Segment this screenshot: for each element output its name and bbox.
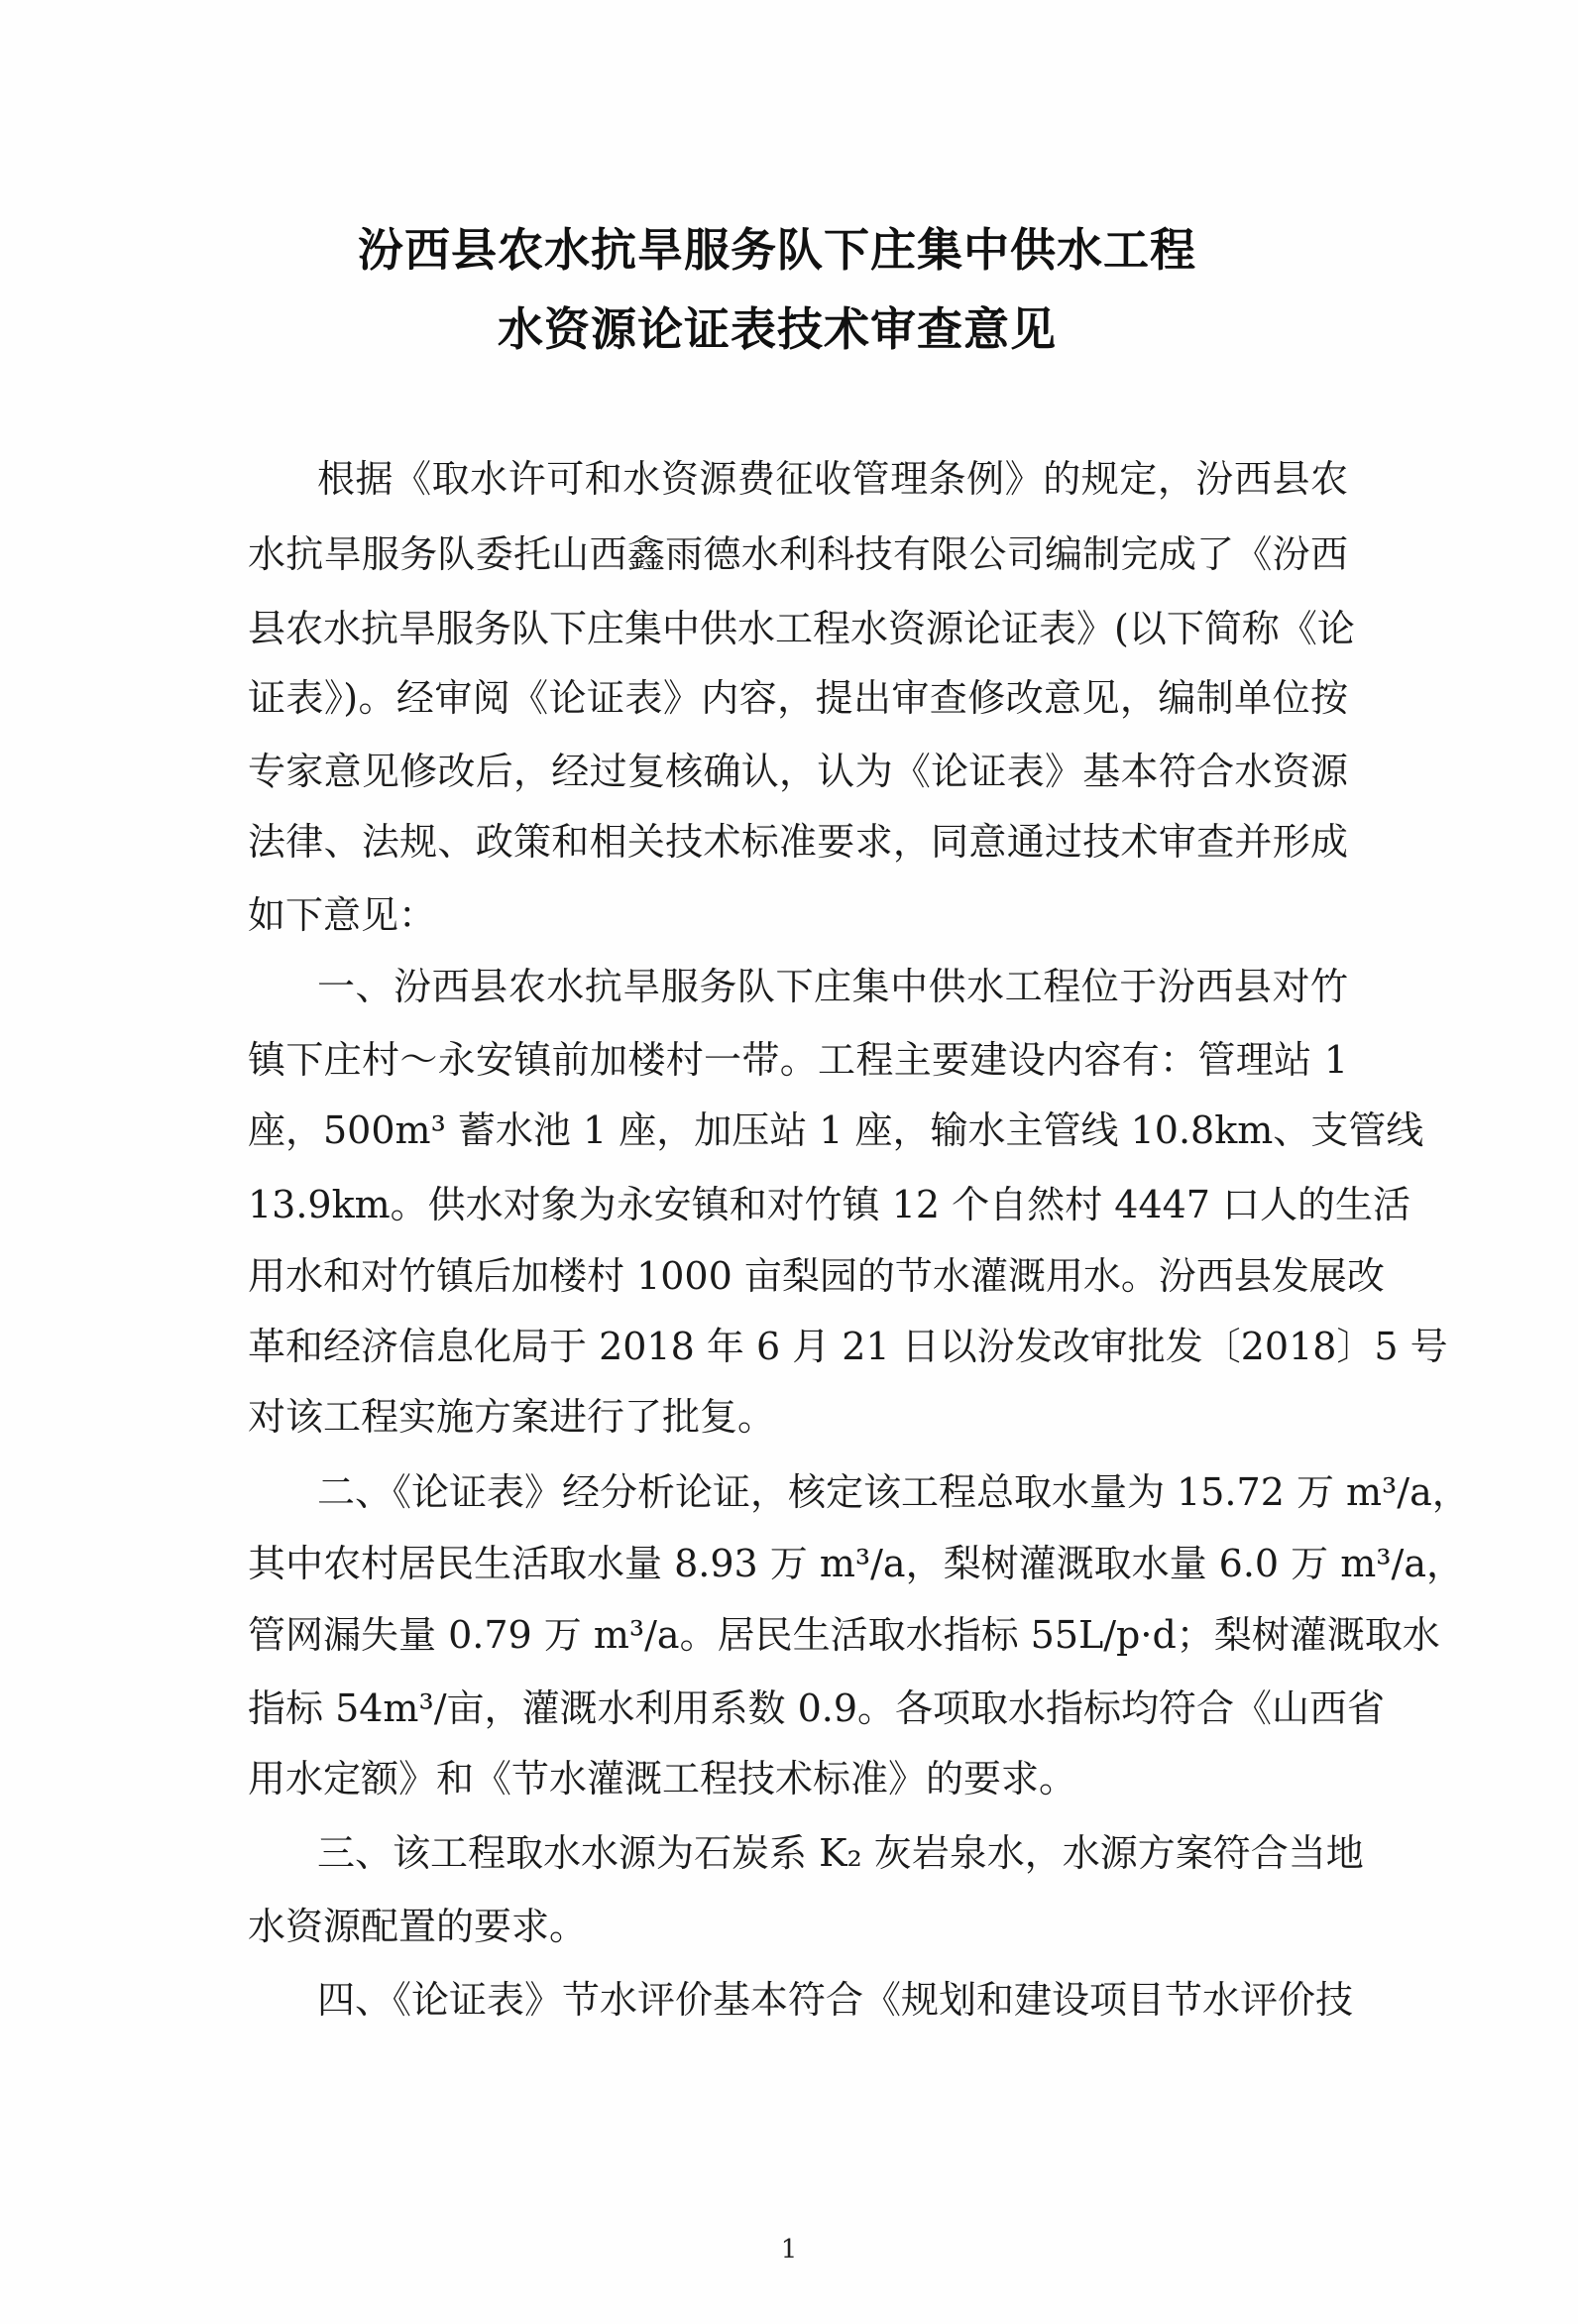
body-line: 三、该工程取水水源为石炭系 K₂ 灰岩泉水，水源方案符合当地 — [317, 1831, 1364, 1875]
body-line: 县农水抗旱服务队下庄集中供水工程水资源论证表》(以下简称《论 — [248, 607, 1355, 650]
body-line: 根据《取水许可和水资源费征收管理条例》的规定，汾西县农 — [317, 457, 1348, 501]
body-line: 对该工程实施方案进行了批复。 — [248, 1395, 776, 1439]
body-line: 水抗旱服务队委托山西鑫雨德水利科技有限公司编制完成了《汾西 — [248, 532, 1348, 576]
body-line: 其中农村居民生活取水量 8.93 万 m³/a，梨树灌溉取水量 6.0 万 m³/a， — [248, 1542, 1464, 1585]
body-line: 如下意见： — [248, 893, 437, 937]
body-line: 座，500m³ 蓄水池 1 座，加压站 1 座，输水主管线 10.8km、支管线 — [248, 1108, 1424, 1152]
body-line: 证表》)。经审阅《论证表》内容，提出审查修改意见，编制单位按 — [248, 676, 1348, 720]
body-line: 13.9km。供水对象为永安镇和对竹镇 12 个自然村 4447 口人的生活 — [248, 1183, 1411, 1226]
body-line: 水资源配置的要求。 — [248, 1905, 588, 1948]
body-line: 镇下庄村～永安镇前加楼村一带。工程主要建设内容有：管理站 1 — [248, 1038, 1348, 1082]
body-line: 一、汾西县农水抗旱服务队下庄集中供水工程位于汾西县对竹 — [317, 965, 1348, 1008]
body-line: 革和经济信息化局于 2018 年 6 月 21 日以汾发改审批发〔2018〕5 号 — [248, 1325, 1448, 1368]
body-line: 管网漏失量 0.79 万 m³/a。居民生活取水指标 55L/p·d；梨树灌溉取水 — [248, 1613, 1440, 1657]
body-line: 二、《论证表》经分析论证，核定该工程总取水量为 15.72 万 m³/a， — [317, 1470, 1470, 1514]
body-line: 指标 54m³/亩，灌溉水利用系数 0.9。各项取水指标均符合《山西省 — [248, 1686, 1386, 1730]
body-line: 用水和对竹镇后加楼村 1000 亩梨园的节水灌溉用水。汾西县发展改 — [248, 1254, 1385, 1298]
document-title-line-1: 汾西县农水抗旱服务队下庄集中供水工程 — [358, 223, 1196, 277]
page-number: 1 — [780, 2235, 798, 2265]
body-line: 用水定额》和《节水灌溉工程技术标准》的要求。 — [248, 1757, 1077, 1801]
body-line: 法律、法规、政策和相关技术标准要求，同意通过技术审查并形成 — [248, 820, 1348, 864]
body-line: 四、《论证表》节水评价基本符合《规划和建设项目节水评价技 — [317, 1978, 1354, 2022]
body-line: 专家意见修改后，经过复核确认，认为《论证表》基本符合水资源 — [248, 750, 1348, 793]
document-title-line-2: 水资源论证表技术审查意见 — [498, 302, 1057, 356]
